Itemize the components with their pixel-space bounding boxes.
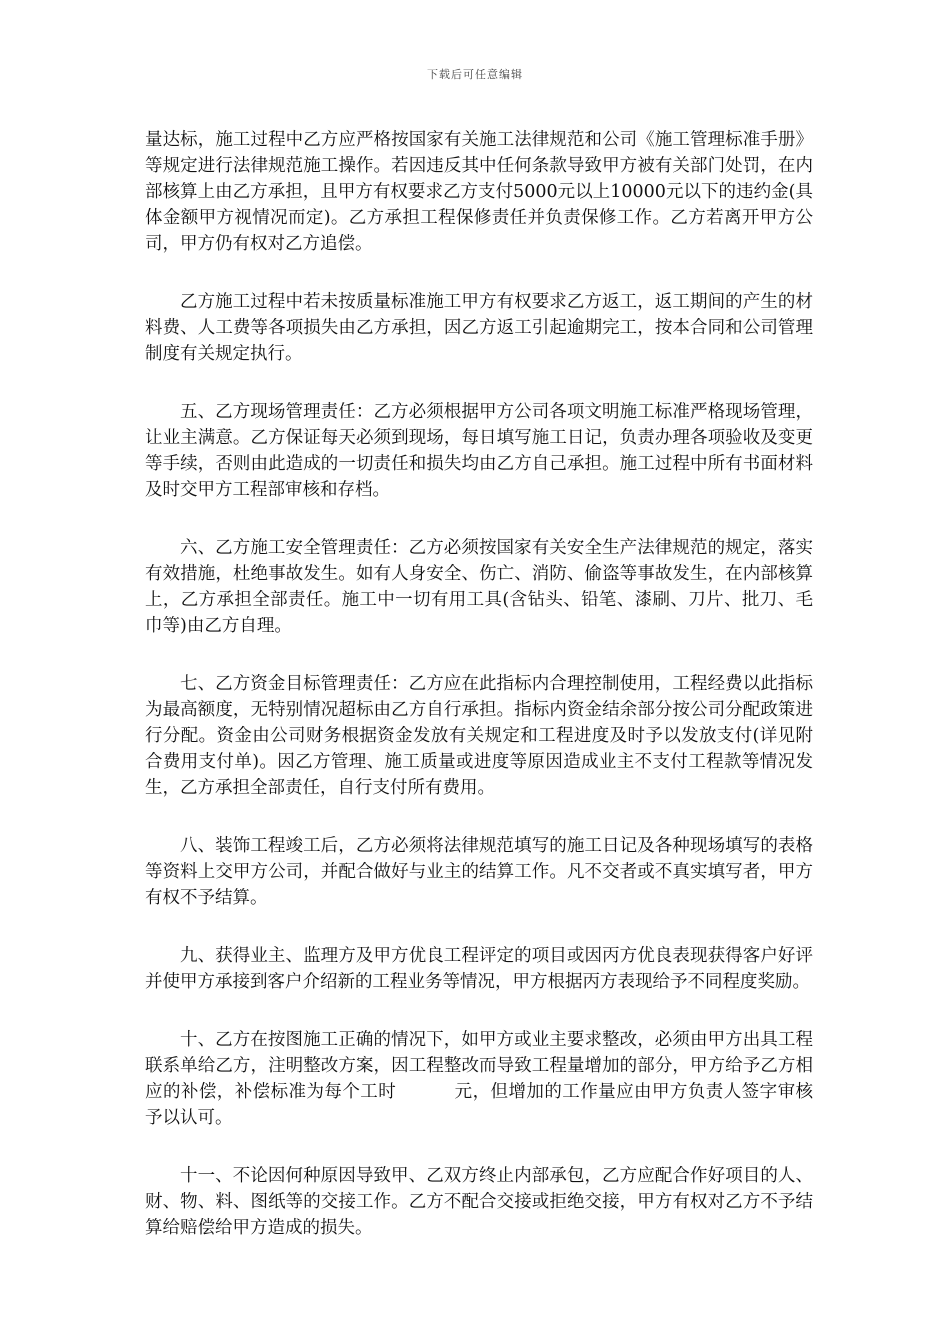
document-body — [145, 127, 813, 1273]
rectification-text-end: 元，但增加的工作量应由甲方负责人签字审核予以认可。 — [145, 1082, 814, 1128]
paragraph-completion: 八、装饰工程竣工后，乙方必须将法律规范填写的施工日记及各种现场填写的表格等资料上交甲方公司，并配合做好与业主的结算工作。凡不交者或不真实填写者，甲方有权不予结算。 — [145, 836, 813, 908]
rectification-text-start: 十、乙方在按图施工正确的情况下，如甲方或业主要求整改，必须由甲方出具工程联系单给乙方，注明整改方案，因工程整改而导致工程量增加的部分，甲方给予乙方相应的补偿，补偿标准为每个工时 — [145, 1030, 813, 1102]
page-header: 下载后可任意编辑 — [427, 68, 523, 81]
paragraph-rework: 乙方施工过程中若未按质量标准施工甲方有权要求乙方返工，返工期间的产生的材料费、人工费等各项损失由乙方承担，因乙方返工引起逾期完工，按本合同和公司管理制度有关规定执行。 — [145, 292, 813, 364]
paragraph-rectification — [145, 1027, 813, 1131]
paragraph-continuation: 量达标，施工过程中乙方应严格按国家有关施工法律规范和公司《施工管理标准手册》等规定进行法律规范施工操作。若因违反其中任何条款导致甲方被有关部门处罚，在内部核算上由乙方承担，且甲方有权要求乙方支付5000元以上10000元以下的违约金(具体金额甲方视情况而定)。乙方承担工程保修责任并负责保修工作。乙方若离开甲方公司，甲方仍有权对乙方追偿。 — [145, 130, 813, 254]
paragraph-termination: 十一、不论因何种原因导致甲、乙双方终止内部承包，乙方应配合作好项目的人、财、物、料、图纸等的交接工作。乙方不配合交接或拒绝交接，甲方有权对乙方不予结算给赔偿给甲方造成的损失。 — [145, 1166, 813, 1238]
paragraph-fund-management: 七、乙方资金目标管理责任：乙方应在此指标内合理控制使用，工程经费以此指标为最高额度，无特别情况超标由乙方自行承担。指标内资金结余部分按公司分配政策进行分配。资金由公司财务根据资金发放有关规定和工程进度及时予以发放支付(详见附合费用支付单)。因乙方管理、施工质量或进度等原因造成业主不支付工程款等情况发生，乙方承担全部责任，自行支付所有费用。 — [145, 674, 813, 798]
paragraph-reward: 九、获得业主、监理方及甲方优良工程评定的项目或因丙方优良表现获得客户好评并使甲方承接到客户介绍新的工程业务等情况，甲方根据丙方表现给予不同程度奖励。 — [145, 946, 813, 992]
paragraph-site-management: 五、乙方现场管理责任：乙方必须根据甲方公司各项文明施工标准严格现场管理，让业主满意。乙方保证每天必须到现场，每日填写施工日记，负责办理各项验收及变更等手续，否则由此造成的一切责任和损失均由乙方自己承担。施工过程中所有书面材料及时交甲方工程部审核和存档。 — [145, 402, 813, 500]
paragraph-safety-management: 六、乙方施工安全管理责任：乙方必须按国家有关安全生产法律规范的规定，落实有效措施，杜绝事故发生。如有人身安全、伤亡、消防、偷盗等事故发生，在内部核算上，乙方承担全部责任。施工中一切有用工具(含钻头、铅笔、漆刷、刀片、批刀、毛巾等)由乙方自理。 — [145, 538, 813, 636]
